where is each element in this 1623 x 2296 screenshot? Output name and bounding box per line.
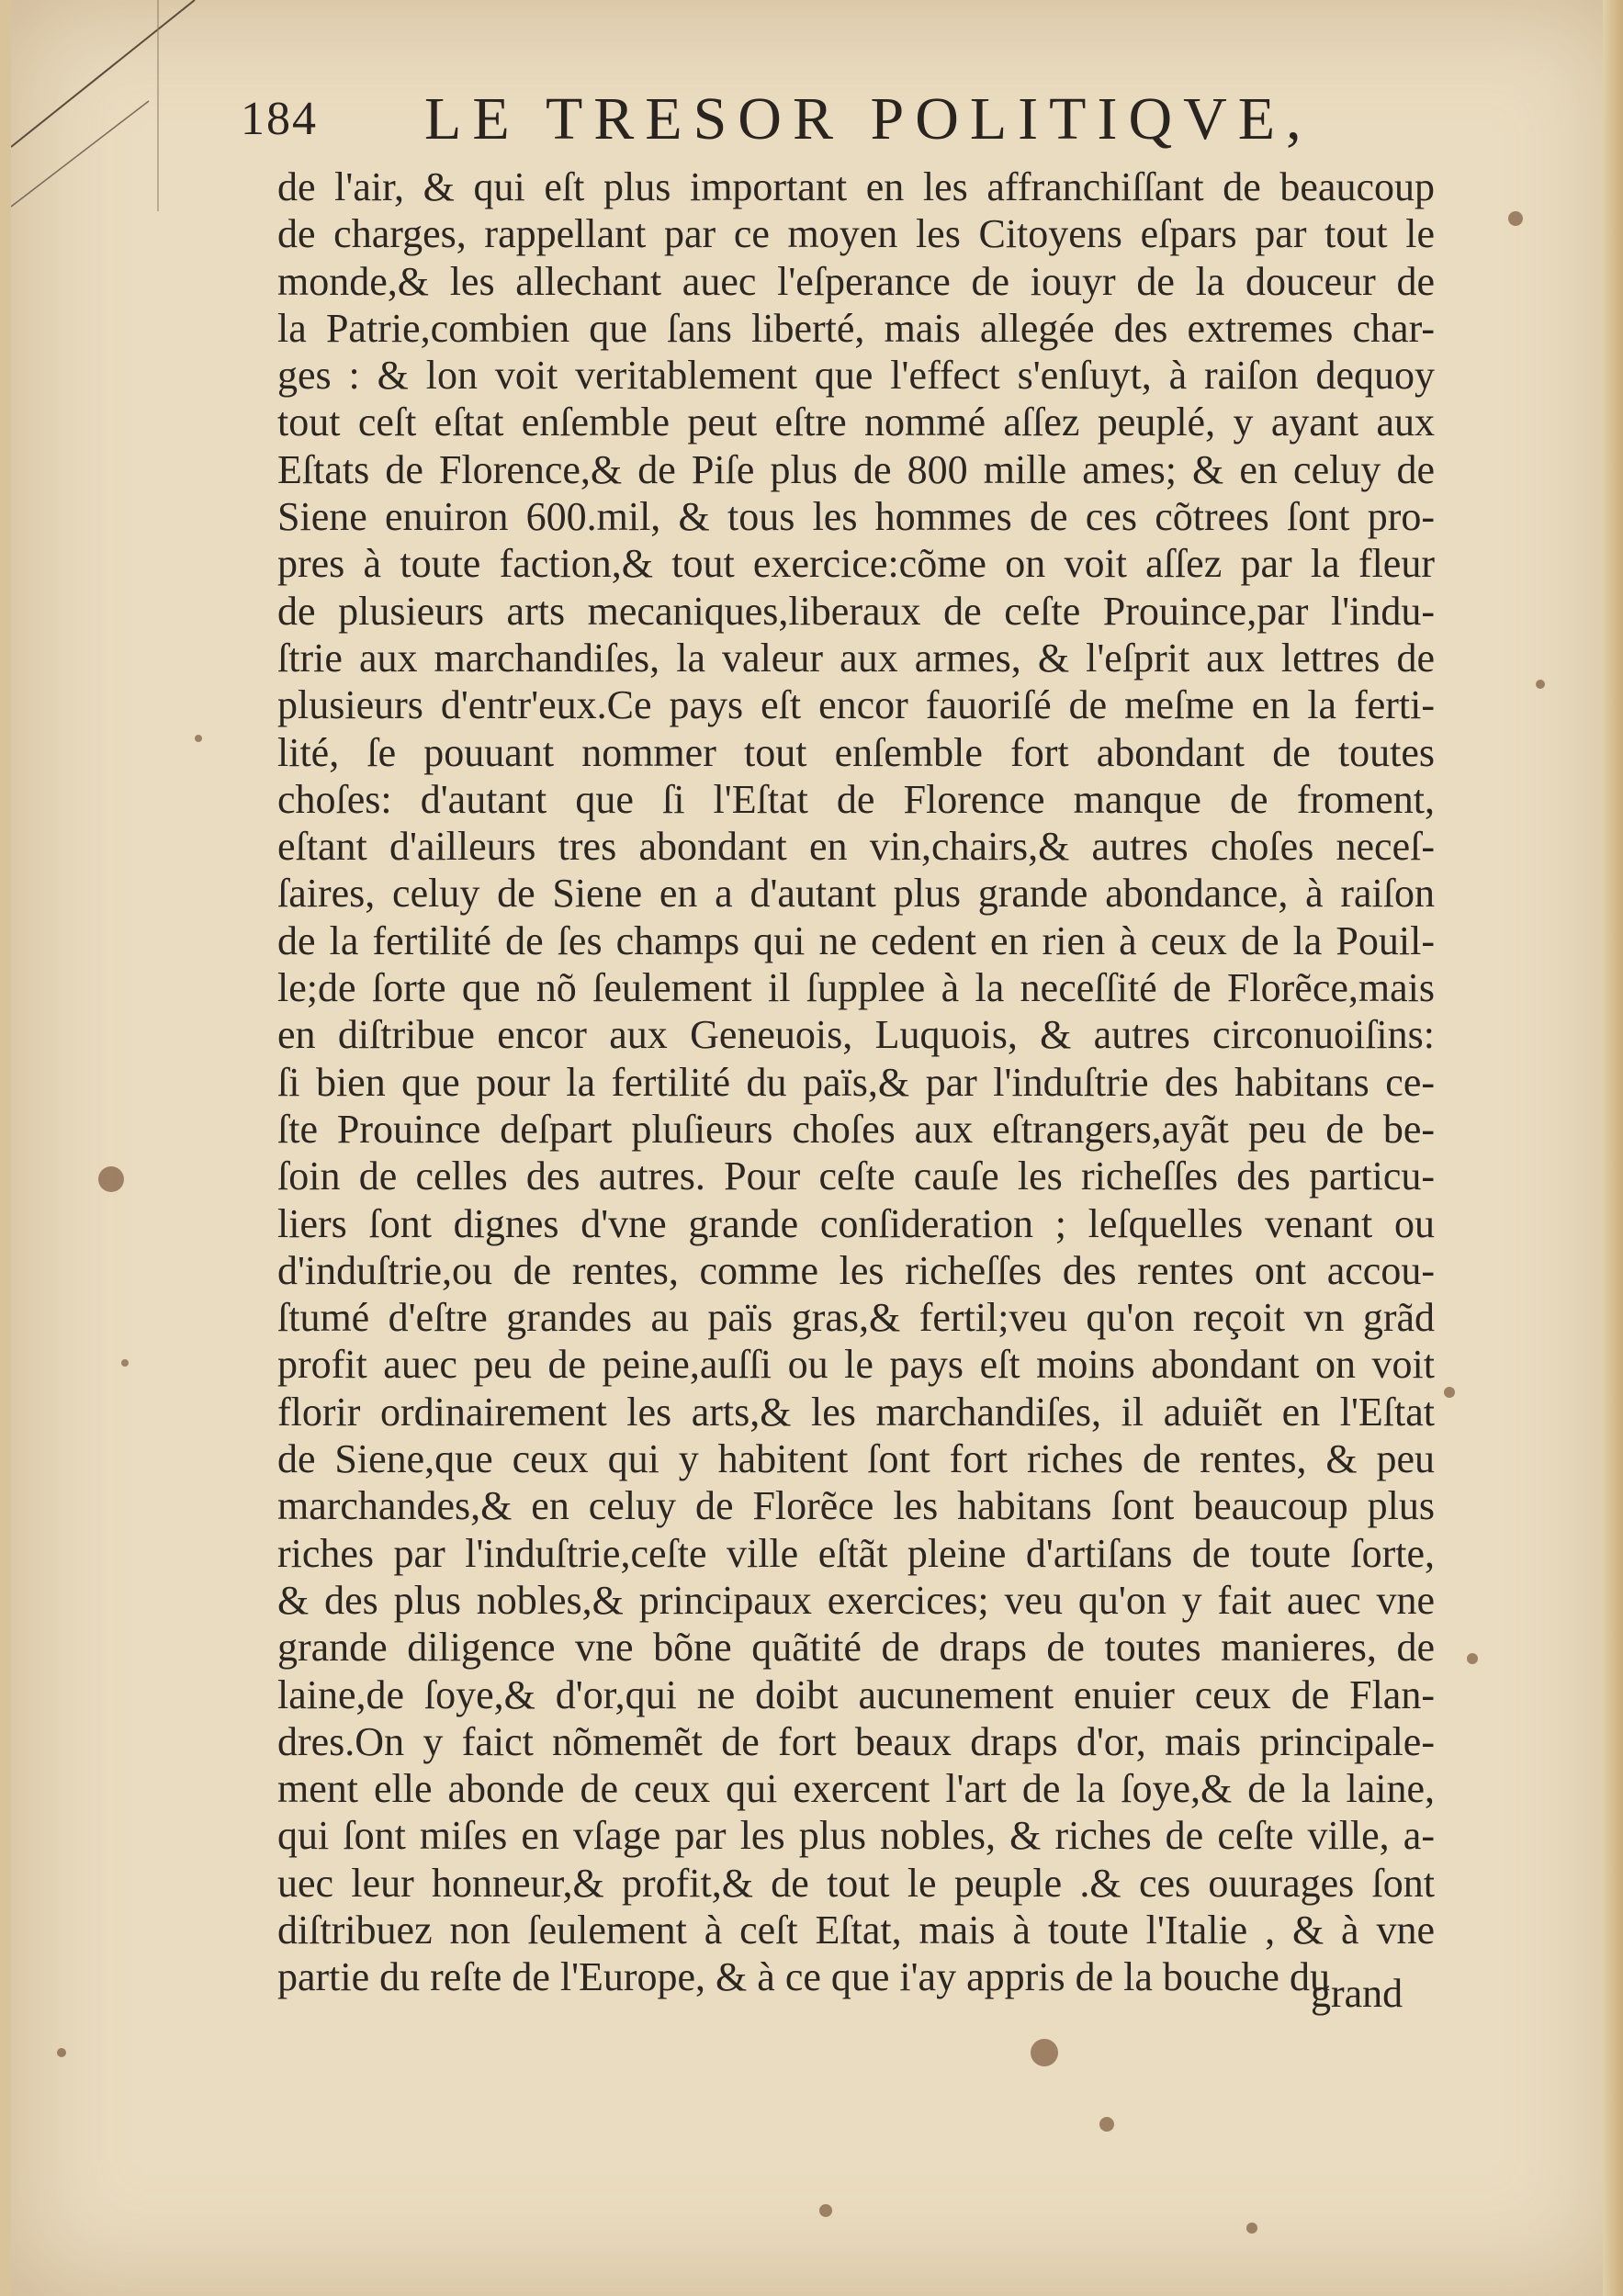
text-line: partie du reſte de l'Europe, & à ce que i'ay appris de la bouche du <box>277 1954 1330 2000</box>
foxing-spot <box>121 1359 129 1367</box>
foxing-spot <box>98 1166 124 1192</box>
text-line: riches par l'induſtrie,ceſte ville eſtãt pleine d'artiſans de toute ſorte, <box>277 1530 1435 1576</box>
text-line: laine,de ſoye,& d'or,qui ne doibt aucunement enuier ceux de Flan- <box>277 1671 1435 1717</box>
text-line: choſes: d'autant que ſi l'Eſtat de Florence manque de froment, <box>277 776 1435 822</box>
text-line: tout ceſt eſtat enſemble peut eſtre nommé aſſez peuplé, y ayant aux <box>277 400 1435 445</box>
foxing-spot <box>1246 2223 1257 2234</box>
page-title: LE TRESOR POLITIQVE, <box>424 85 1313 152</box>
text-line: de Siene,que ceux qui y habitent ſont fort riches de rentes, & peu <box>277 1436 1435 1482</box>
text-line: lité, ſe pouuant nommer tout enſemble fort abondant de toutes <box>277 729 1435 775</box>
text-line: de l'air, & qui eſt plus important en les affranchiſſant de beaucoup <box>277 164 1435 209</box>
foxing-spot <box>1536 680 1545 689</box>
foxing-spot <box>1099 2117 1114 2132</box>
text-line: ment elle abonde de ceux qui exercent l'art de la ſoye,& de la laine, <box>277 1766 1435 1812</box>
foxing-spot <box>195 735 202 742</box>
text-line: d'induſtrie,ou de rentes, comme les richeſſes des rentes ont accou- <box>277 1247 1435 1293</box>
text-line: dres.On y faict nõmemẽt de fort beaux draps d'or, mais principale- <box>277 1718 1435 1764</box>
running-head <box>241 84 1389 167</box>
left-binding-strip <box>0 0 11 2296</box>
text-line: de charges, rappellant par ce moyen les Citoyens eſpars par tout le <box>277 211 1435 257</box>
text-line: ſoin de celles des autres. Pour ceſte cauſe les richeſſes des particu- <box>277 1154 1435 1199</box>
body-text <box>277 163 1435 2001</box>
text-line: profit auec peu de peine,auſſi ou le pays eſt moins abondant on voit <box>277 1342 1435 1388</box>
text-line: grande diligence vne bõne quãtité de draps de toutes manieres, de <box>277 1625 1435 1671</box>
text-line: de la fertilité de ſes champs qui ne cedent en rien à ceux de la Pouil- <box>277 917 1435 963</box>
text-line: ſte Prouince deſpart pluſieurs choſes aux eſtrangers,ayãt peu de be- <box>277 1106 1435 1152</box>
text-line: & des plus nobles,& principaux exercices; veu qu'on y fait auec vne <box>277 1577 1435 1623</box>
text-line: Siene enuiron 600.mil, & tous les hommes de ces cõtrees ſont pro- <box>277 494 1435 540</box>
catchword: grand <box>1311 1971 1403 2016</box>
text-line: Eſtats de Florence,& de Piſe plus de 800 mille ames; & en celuy de <box>277 446 1435 492</box>
foxing-spot <box>1467 1653 1478 1664</box>
text-line: ſtumé d'eſtre grandes au païs gras,& fertil;veu qu'on reçoit vn grãd <box>277 1295 1435 1341</box>
text-line: liers ſont dignes d'vne grande conſideration ; leſquelles venant ou <box>277 1200 1435 1246</box>
page-edge <box>1603 0 1623 2296</box>
text-line: la Patrie,combien que ſans liberté, mais allegée des extremes char- <box>277 305 1435 351</box>
foxing-spot <box>1031 2039 1058 2066</box>
text-line: ſtrie aux marchandiſes, la valeur aux armes, & l'eſprit aux lettres de <box>277 635 1435 681</box>
text-line: uec leur honneur,& profit,& de tout le peuple .& ces ouurages ſont <box>277 1860 1435 1906</box>
corner-fold-mark <box>11 0 250 239</box>
foxing-spot <box>1508 211 1523 226</box>
text-line: ges : & lon voit veritablement que l'effect s'enſuyt, à raiſon dequoy <box>277 353 1435 399</box>
text-line: le;de ſorte que nõ ſeulement il ſupplee à la neceſſité de Florẽce,mais <box>277 965 1435 1011</box>
text-line: en diſtribue encor aux Geneuois, Luquois, & autres circonuoiſins: <box>277 1012 1435 1058</box>
text-line: pres à toute faction,& tout exercice:cõme on voit aſſez par la fleur <box>277 541 1435 587</box>
text-line: monde,& les allechant auec l'eſperance de iouyr de la douceur de <box>277 258 1435 304</box>
page-number: 184 <box>241 93 318 145</box>
foxing-spot <box>819 2204 832 2217</box>
text-line: qui ſont miſes en vſage par les plus nobles, & riches de ceſte ville, a- <box>277 1813 1435 1859</box>
text-line: marchandes,& en celuy de Florẽce les habitans ſont beaucoup plus <box>277 1483 1435 1529</box>
text-line: ſi bien que pour la fertilité du païs,& par l'induſtrie des habitans ce- <box>277 1059 1435 1105</box>
text-line: diſtribuez non ſeulement à ceſt Eſtat, mais à toute l'Italie , & à vne <box>277 1907 1435 1953</box>
text-line: plusieurs d'entr'eux.Ce pays eſt encor fauoriſé de meſme en la ferti- <box>277 682 1435 728</box>
text-line: florir ordinairement les arts,& les marchandiſes, il aduiẽt en l'Eſtat <box>277 1389 1435 1435</box>
text-line: eſtant d'ailleurs tres abondant en vin,chairs,& autres choſes neceſ- <box>277 824 1435 870</box>
text-line: ſaires, celuy de Siene en a d'autant plus grande abondance, à raiſon <box>277 871 1435 917</box>
text-line: de plusieurs arts mecaniques,liberaux de ceſte Prouince,par l'indu- <box>277 588 1435 634</box>
foxing-spot <box>57 2048 66 2057</box>
foxing-spot <box>1444 1387 1455 1398</box>
book-page <box>11 0 1623 2296</box>
